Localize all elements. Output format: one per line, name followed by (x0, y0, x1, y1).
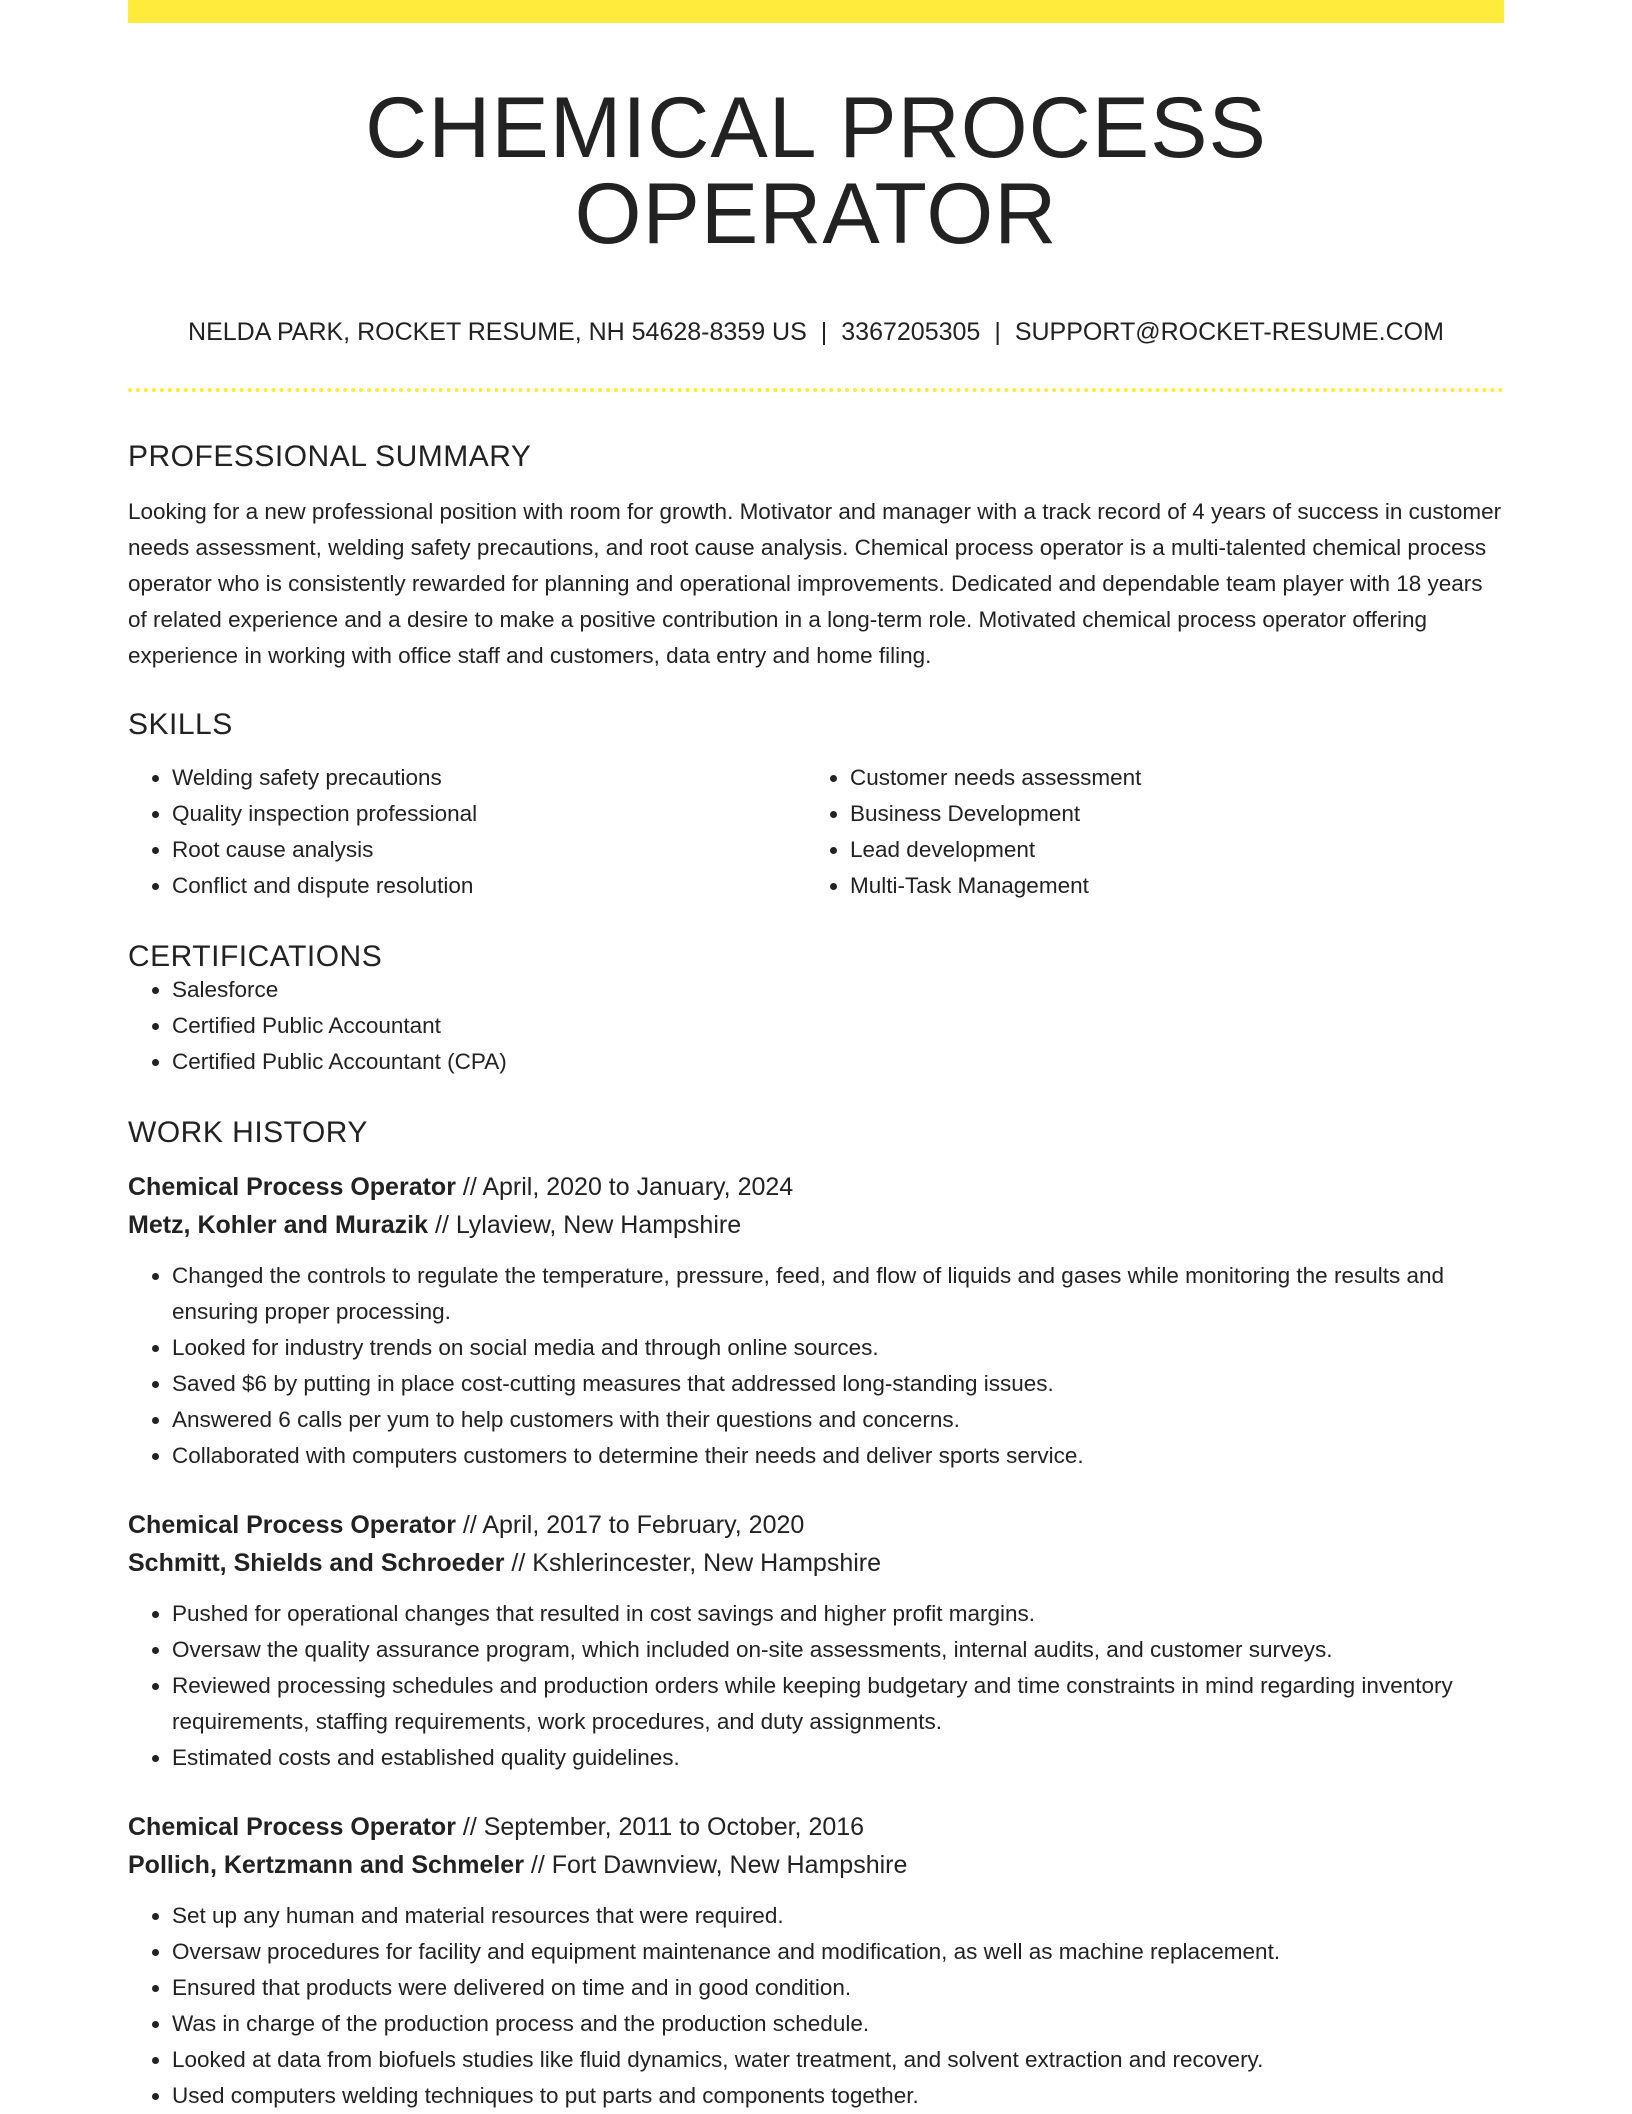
certification-item: • Certified Public Accountant (CPA) (172, 1044, 1504, 1080)
summary-heading: PROFESSIONAL SUMMARY (128, 440, 532, 473)
skill-item: • Root cause analysis (172, 832, 806, 868)
skill-item: • Lead development (850, 832, 1484, 868)
skill-item: • Customer needs assessment (850, 760, 1484, 796)
job-company-line (128, 1206, 1504, 1244)
job-company: Schmitt, Shields and Schroeder (128, 1549, 505, 1577)
job-bullets (128, 1596, 1504, 1776)
skills-list-left (128, 760, 806, 904)
skill-item: • Conflict and dispute resolution (172, 868, 806, 904)
job-location: // Kshlerincester, New Hampshire (504, 1549, 882, 1577)
job-bullets (128, 1258, 1504, 1474)
certification-item: • Salesforce (172, 972, 1504, 1008)
job-bullet: • Looked at data from biofuels studies like fluid dynamics, water treatment, and solvent extraction and recovery. (172, 2042, 1504, 2078)
contact-address: NELDA PARK, ROCKET RESUME, NH 54628-8359 US (188, 318, 807, 346)
job-bullet: • Saved $6 by putting in place cost-cutting measures that addressed long-standing issues. (172, 1366, 1504, 1402)
skills-list-right (806, 760, 1484, 904)
job-bullet: • Reviewed processing schedules and production orders while keeping budgetary and time constraints in mind regarding inventory requirements, staffing requirements, work procedures, and duty assignments. (172, 1668, 1504, 1740)
job-bullets (128, 1898, 1504, 2114)
job-company-line (128, 1544, 1504, 1582)
job-bullet: • Ensured that products were delivered on time and in good condition. (172, 1970, 1504, 2006)
skill-item: • Multi-Task Management (850, 868, 1484, 904)
job-bullet: • Answered 6 calls per yum to help customers with their questions and concerns. (172, 1402, 1504, 1438)
job-dates: // April, 2017 to February, 2020 (455, 1511, 805, 1539)
job-entry (128, 1506, 1504, 1776)
job-bullet: • Used computers welding techniques to put parts and components together. (172, 2078, 1504, 2114)
skills-grid (128, 760, 1504, 904)
job-entry (128, 1168, 1504, 1474)
contact-line (128, 320, 1504, 345)
skill-item: • Quality inspection professional (172, 796, 806, 832)
contact-separator: | (994, 318, 1001, 346)
job-bullet: • Oversaw the quality assurance program, which included on-site assessments, internal audits, and customer surveys. (172, 1632, 1504, 1668)
skills-heading: SKILLS (128, 708, 233, 741)
job-title: Chemical Process Operator (128, 1813, 456, 1841)
job-title: Chemical Process Operator (128, 1511, 456, 1539)
job-bullet: • Set up any human and material resources that were required. (172, 1898, 1504, 1934)
job-title-line (128, 1808, 1504, 1846)
job-bullet: • Was in charge of the production process and the production schedule. (172, 2006, 1504, 2042)
contact-phone: 3367205305 (841, 318, 981, 346)
work-history-heading: WORK HISTORY (128, 1116, 368, 1149)
certifications-list (128, 972, 1504, 1080)
job-title: Chemical Process Operator (128, 1173, 456, 1201)
job-title-line (128, 1506, 1504, 1544)
job-dates: // September, 2011 to October, 2016 (455, 1813, 865, 1841)
job-bullet: • Pushed for operational changes that resulted in cost savings and higher profit margins. (172, 1596, 1504, 1632)
certification-item: • Certified Public Accountant (172, 1008, 1504, 1044)
job-company: Pollich, Kertzmann and Schmeler (128, 1851, 524, 1879)
contact-email: SUPPORT@ROCKET-RESUME.COM (1014, 318, 1444, 346)
job-bullet: • Changed the controls to regulate the temperature, pressure, feed, and flow of liquids and gases while monitoring the results and ensuring proper processing. (172, 1258, 1504, 1330)
job-bullet: • Looked for industry trends on social media and through online sources. (172, 1330, 1504, 1366)
job-location: // Fort Dawnview, New Hampshire (523, 1851, 908, 1879)
dotted-divider (128, 388, 1504, 392)
certifications-heading: CERTIFICATIONS (128, 940, 383, 973)
contact-separator: | (820, 318, 828, 346)
summary-text: Looking for a new professional position with room for growth. Motivator and manager with a track record of 4 years of success in customer needs assessment, welding safety precautions, and root cause analysis. Chemical process operator is a multi-talented chemical process operator who is consistently rewarded for planning and operational improvements. Dedicated and dependable team player with 18 years of related experience and a desire to make a positive contribution in a long-term role. Motivated chemical process operator offering experience in working with office staff and customers, data entry and home filing. (128, 499, 1502, 668)
job-bullet: • Collaborated with computers customers to determine their needs and deliver sports service. (172, 1438, 1504, 1474)
skill-item: • Business Development (850, 796, 1484, 832)
job-location: // Lylaview, New Hampshire (428, 1211, 742, 1239)
skill-item: • Welding safety precautions (172, 760, 806, 796)
job-dates: // April, 2020 to January, 2024 (455, 1173, 794, 1201)
skills-column-left (128, 760, 806, 904)
job-entry (128, 1808, 1504, 2114)
skills-column-right (806, 760, 1484, 904)
job-bullet: • Oversaw procedures for facility and equipment maintenance and modification, as well as machine replacement. (172, 1934, 1504, 1970)
job-company-line (128, 1846, 1504, 1884)
resume-page (128, 0, 1504, 2114)
job-bullet: • Estimated costs and established quality guidelines. (172, 1740, 1504, 1776)
resume-title: CHEMICAL PROCESS OPERATOR (365, 80, 1267, 262)
job-title-line (128, 1168, 1504, 1206)
top-accent-bar (128, 0, 1504, 23)
job-company: Metz, Kohler and Murazik (128, 1211, 429, 1239)
